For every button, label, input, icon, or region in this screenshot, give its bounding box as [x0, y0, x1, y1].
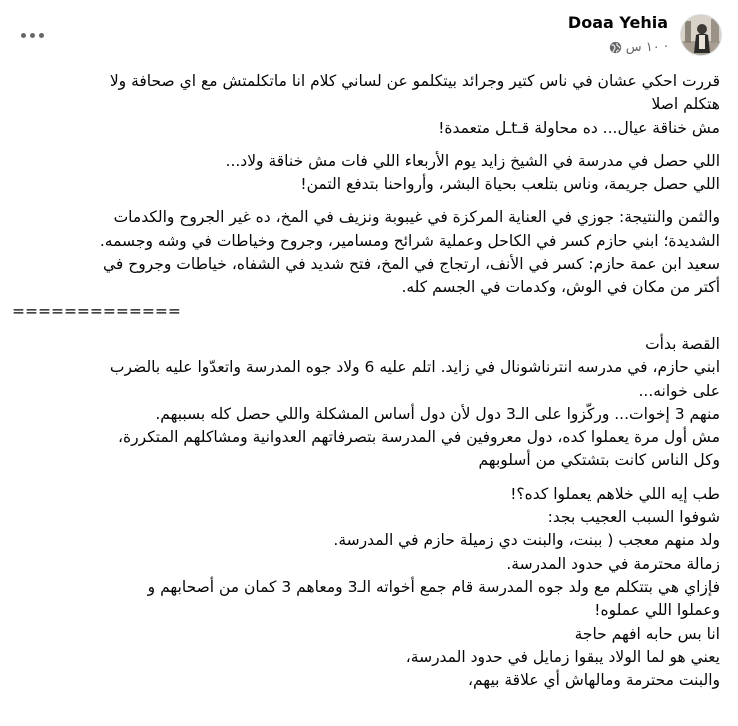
separator-line: ============= [12, 301, 181, 320]
text-line: شوفوا السبب العجيب بجد: [547, 508, 720, 527]
text-line: مش خناقة عيال... ده محاولة قـtـل متعمدة! [438, 118, 720, 137]
more-horizontal-icon [21, 33, 26, 38]
globe-icon [609, 41, 622, 54]
text-line: الشديدة؛ ابني حازم كسر في الكاحل وعملية شرائح ومسامير، وجروح وخياطات في وشه وجسمه. [99, 231, 720, 250]
post-time[interactable]: ١٠ س · [625, 40, 668, 55]
text-line: اللي حصل في مدرسة في الشيخ زايد يوم الأربعاء اللي فات مش خناقة ولاد... [225, 151, 720, 170]
more-options-button[interactable] [14, 22, 50, 48]
text-line: وعملوا اللي عملوه! [594, 601, 720, 620]
author-avatar[interactable] [680, 14, 722, 56]
text-line: والثمن والنتيجة: جوزي في العناية المركزة في غيبوبة ونزيف في المخ، ده غير الجروح والكدمات [113, 208, 720, 227]
text-line: على خوانه... [638, 381, 720, 400]
text-line: وكل الناس كانت بتشتكي من أسلوبهم [478, 451, 720, 470]
text-line: ابني حازم، في مدرسه انترناشونال في زايد. اتلم عليه 6 ولاد جوه المدرسة واتعدّوا عليه بالضرب [109, 358, 720, 377]
text-line: فإزاي هي بتتكلم مع ولد جوه المدرسة قام جمع أخواته الـ3 ومعاهم 3 كمان من أصحابهم و [147, 577, 720, 596]
paragraph-gap [12, 473, 720, 483]
avatar-photo [681, 15, 722, 56]
paragraph-gap [12, 196, 720, 206]
text-line: القصة بدأت [645, 334, 720, 353]
author-name[interactable]: Doaa Yehia [567, 13, 668, 32]
text-line: ولد منهم معجب ( ببنت، والبنت دي زميلة حازم في المدرسة. [333, 531, 720, 550]
text-line: زمالة محترمة في حدود المدرسة. [506, 554, 720, 573]
text-line: طب إيه اللي خلاهم يعملوا كده؟! [510, 484, 720, 503]
post-text [12, 70, 720, 692]
text-line: يعني هو لما الولاد يبقوا زمايل في حدود المدرسة، [405, 647, 720, 666]
paragraph-gap [12, 140, 720, 150]
more-horizontal-icon [39, 33, 44, 38]
text-line: هتكلم اصلا [651, 95, 720, 114]
text-line: منهم 3 إخوات... وركّزوا على الـ3 دول لأن دول أساس المشكلة واللي حصل كله بسببهم. [155, 404, 720, 423]
text-line: والبنت محترمة ومالهاش أي علاقة بيهم، [467, 671, 720, 690]
text-line: اللي حصل جريمة، وناس بتلعب بحياة البشر، وأرواحنا بتدفع التمن! [300, 175, 720, 194]
text-line: مش أول مرة يعملوا كده، دول معروفين في المدرسة بتصرفاتهم العدوانية ومشاكلهم المتكررة، [118, 428, 720, 447]
post-header [0, 0, 738, 70]
text-line: سعيد ابن عمة حازم: كسر في الأنف، ارتجاج في المخ، فتح شديد في الشفاه، خياطات وجروح في [102, 255, 720, 274]
text-line: قررت احكي عشان في ناس كتير وجرائد بيتكلمو عن لساني كلام انا ماتكلمتش مع اي صحافة ولا [109, 72, 720, 90]
text-line: انا بس حابه افهم حاجة [574, 624, 720, 643]
text-line: أكتر من مكان في الوش، وكدمات في الجسم كله. [401, 278, 720, 297]
post-meta [609, 40, 668, 55]
more-horizontal-icon [30, 33, 35, 38]
paragraph-gap [12, 323, 720, 333]
